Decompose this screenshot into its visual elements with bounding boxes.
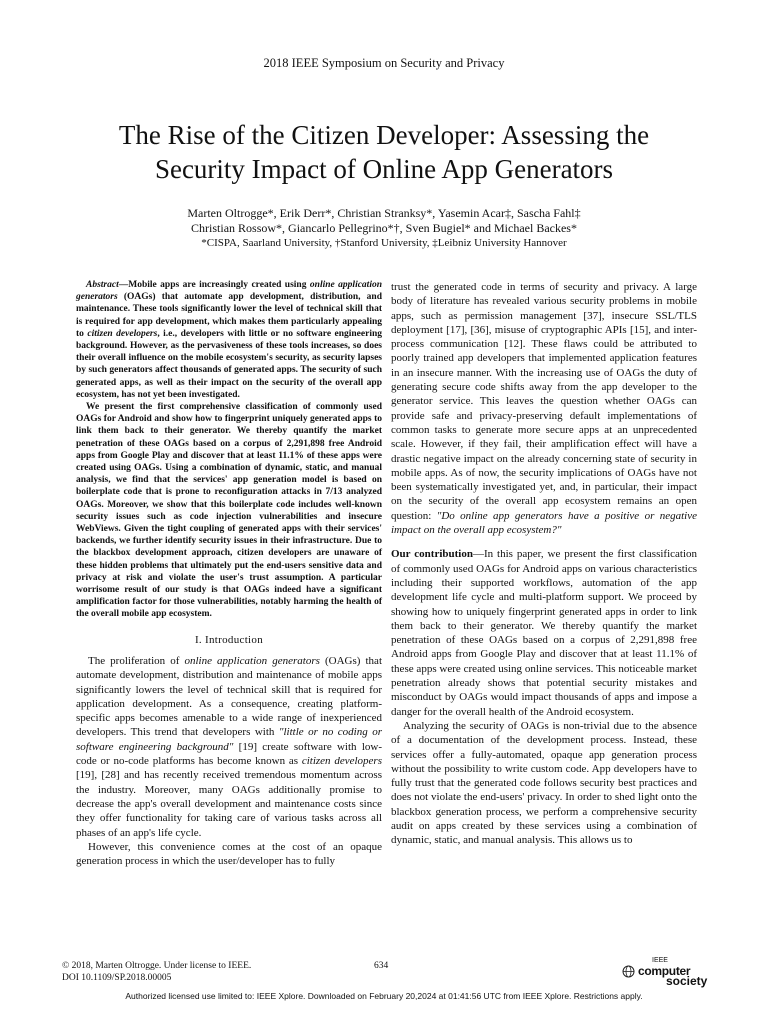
intro-italic: online application generators xyxy=(184,654,320,667)
author-block xyxy=(40,206,728,251)
author-line-1: Marten Oltrogge*, Erik Derr*, Christian Stranksy*, Yasemin Acar‡, Sascha Fahl‡ xyxy=(187,206,581,220)
body-text: trust the generated code in terms of security and privacy. A large body of literature has revealed various security problems in mobile apps, such as permission management [37], insecure SSL/TLS deployment [17], [36], misuse of cryptographic APIs [15], and inter-process communication [12]. These flaws could be attributed to poorly trained app developers that implemented application features in an insecure manner. With the increasing use of OAGs the duty of generating secure code shifts away from the app developer to the generator service. This leaves the question whether OAGs can provide safe and privacy-preserving default implementations of common tasks to generate more secure apps at an unprecedented scale. However, if they fail, their amplification effect will have a drastic negative impact on the already concerning state of security in mobile apps. As of now, the security implications of OAGs have not been systematically investigated yet, and, in particular, their impact on the security of the overall app ecosystem remains an open question: xyxy=(391,281,697,522)
title-line-1: The Rise of the Citizen Developer: Assessing the xyxy=(118,120,650,150)
abstract-paragraph-2: We present the first comprehensive classification of commonly used OAGs for Android and show how to fingerprint uniquely generated apps to link them back to their generator. We thereby quantify the market penetration of these OAGs based on a corpus of 2,291,898 free Android apps from Google Play and discover that at least 11.1% of these apps were created using OAGs. Using a combination of dynamic, static, and manual analysis, we find that the services' app generation model is based on boilerplate code that is prone to reconfiguration attacks in 7/13 analyzed OAGs. Moreover, we show that this boilerplate code includes well-known security issues such as code injection vulnerabilities and insecure WebViews. Given the tight coupling of generated apps with their services' backends, we further identify security issues in their infrastructure. Due to the blackbox development approach, citizen developers are unaware of these hidden problems that ultimately put the end-users sensitive data and privacy at risk and violate the user's trust assumption. A particular worrisome result of our study is that OAGs indeed have a significant amplification factor for those vulnerabilities, notably harming the health of the overall mobile app ecosystem. xyxy=(76,402,382,620)
intro-paragraph-2: However, this convenience comes at the cost of an opaque generation process in which the user/developer has to fully xyxy=(76,840,382,868)
abstract xyxy=(76,279,382,621)
logo-ieee: IEEE xyxy=(652,957,668,964)
left-column xyxy=(76,279,382,868)
ieee-computer-society-logo xyxy=(620,957,710,987)
authorized-use-notice: Authorized licensed use limited to: IEEE Xplore. Downloaded on February 20,2024 at 01:41:56 UTC from IEEE Xplore. Restrictions apply. xyxy=(125,991,643,1001)
abstract-label: Abstract xyxy=(86,280,119,290)
doi: DOI 10.1109/SP.2018.00005 xyxy=(62,972,172,983)
abstract-italic-oag: online application generators xyxy=(76,280,382,303)
abstract-italic-citizen: citizen developers xyxy=(87,328,158,339)
intro-text: [19], [28] and has recently received tremendous momentum across the industry. Moreover, many OAGs additionally promise to decrease the app's overall development and maintenance costs since they offer functionality for taking care of various tasks across all phases of an app's life cycle. xyxy=(76,769,382,839)
intro-paragraph-1 xyxy=(76,654,382,840)
affiliations: *CISPA, Saarland University, †Stanford University, ‡Leibniz University Hannover xyxy=(201,237,567,249)
copyright: © 2018, Marten Oltrogge. Under license to IEEE. xyxy=(62,961,252,971)
abstract-text: , i.e., developers with little or no software engineering background. However, as the pervasiveness of these tools increases, so does their overall influence on the mobile ecosystem's security, as security lapses by such generators affect thousands of generated apps. The security of such generated apps, as well as their impact on the security of the overall app ecosystem, has not yet been investigated. xyxy=(76,328,382,400)
footer-copyright xyxy=(62,961,251,984)
right-paragraph-1 xyxy=(391,280,697,537)
intro-text: (OAGs) that automate development, distribution and maintenance of mobile apps significantly lowers the level of technical skill that is required for application development. As a consequence, creating platform-specific apps becomes amenable to a wide range of inexperienced developers. This trend that developers with xyxy=(76,654,382,739)
contribution-paragraph xyxy=(391,547,697,719)
right-paragraph-3: Analyzing the security of OAGs is non-trivial due to the absence of a documentation of the development process. Instead, these services offer a fully-automated, opaque app generation process without the possibility to write custom code. App developers have to fully trust that the generated code follows security best practices and does not violate the end-users' privacy. In order to shed light onto the blackbox generation process, we perform a comprehensive security audit on apps created by these services using a combination of dynamic, static, and manual analysis. This allows us to xyxy=(391,719,697,847)
logo-society: society xyxy=(666,974,708,988)
intro-text: The proliferation of xyxy=(88,654,185,667)
title-line-2: Security Impact of Online App Generators xyxy=(154,154,614,184)
research-question: "Do online app generators have a positive or negative impact on the overall app ecosystem?" xyxy=(391,509,697,537)
intro-italic: "little or no coding or software engineering background" xyxy=(76,726,382,753)
intro-italic: citizen developers xyxy=(301,755,382,768)
contribution-label: Our contribution xyxy=(391,548,473,561)
conference-header: 2018 IEEE Symposium on Security and Privacy xyxy=(263,56,505,70)
body-text: —In this paper, we present the first classification of commonly used OAGs for Android apps on various characteristics including their supported workflows, automation of the app development life cycle and multi-platform support. We proceed by showing how to uniquely fingerprint generated apps in order to link them back to their generator. We thereby quantify the market penetration of these OAGs based on a corpus of 2,291,898 free Android apps from Google Play and discover that at least 11.1% of these apps were created using online services. This noticeable market penetration already shows that potential security mistakes and misconduct by OAGs would impact thousands of apps and impose a danger for the overall health of the Android ecosystem. xyxy=(391,548,698,718)
page-number: 634 xyxy=(374,961,389,971)
author-line-2: Christian Rossow*, Giancarlo Pellegrino*†, Sven Bugiel* and Michael Backes* xyxy=(191,221,577,235)
paper-title xyxy=(60,118,708,186)
section-heading-introduction: I. Introduction xyxy=(194,633,264,646)
globe-icon xyxy=(622,965,635,978)
abstract-text: (OAGs) that automate app development, distribution, and maintenance. These tools significantly lower the level of technical skill that is required for app development, which makes them particularly appealing to xyxy=(76,292,382,339)
abstract-text: —Mobile apps are increasingly created using xyxy=(118,280,310,290)
right-column xyxy=(391,280,697,848)
logo-computer: computer xyxy=(638,964,691,978)
intro-text: [19] create software with low-code or no-code platforms has become known as xyxy=(76,740,383,768)
